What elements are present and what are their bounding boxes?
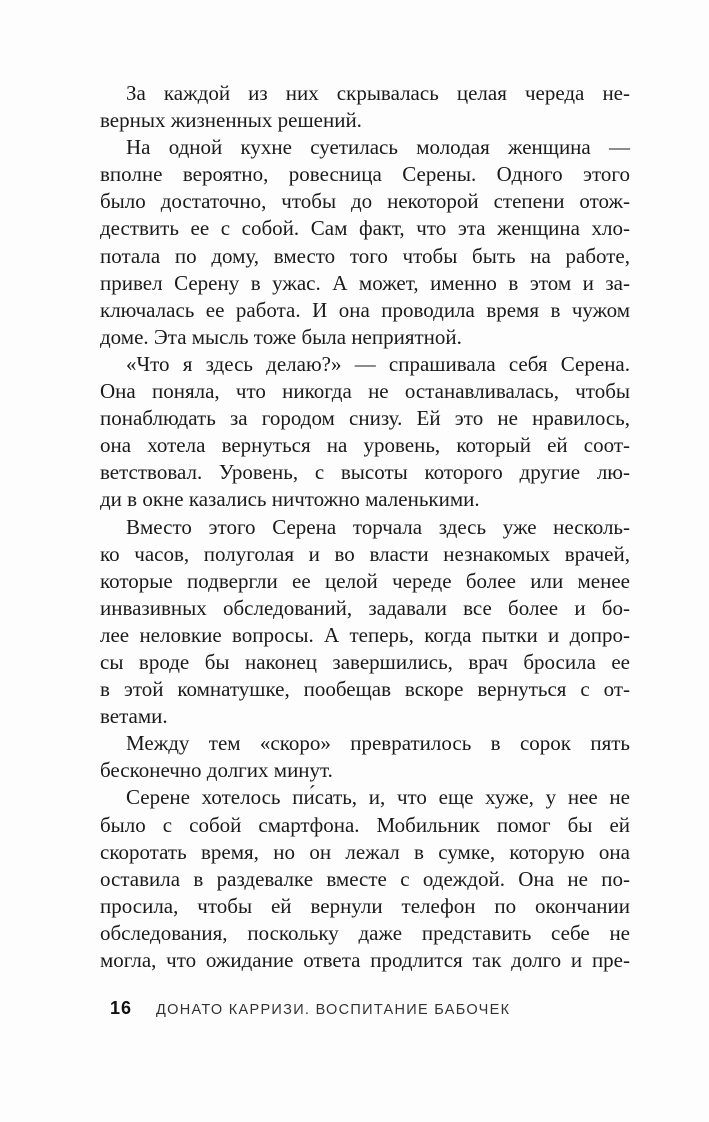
paragraph bbox=[100, 784, 630, 974]
text-line: ключалась ее работа. И она проводила время в чужом bbox=[100, 297, 630, 322]
text-line: Серене хотелось пи́сать, и, что еще хуже, у нее не bbox=[126, 785, 630, 810]
text-line: было с собой смартфона. Мобильник помог бы ей bbox=[100, 812, 630, 837]
paragraph bbox=[100, 351, 630, 514]
text-line: инвазивных обследований, задавали все более и бо- bbox=[100, 595, 630, 620]
paragraph bbox=[100, 80, 630, 134]
text-line: дествить ее с собой. Сам факт, что эта женщина хло- bbox=[100, 216, 630, 241]
paragraph bbox=[100, 514, 630, 731]
text-line: ко часов, полуголая и во власти незнакомых врачей, bbox=[100, 541, 630, 566]
text-line: Вместо этого Серена торчала здесь уже несколь- bbox=[126, 514, 630, 539]
text-line: Она поняла, что никогда не останавливалась, чтобы bbox=[100, 379, 630, 404]
text-line: просила, чтобы ей вернули телефон по окончании bbox=[100, 893, 630, 918]
paragraph bbox=[100, 730, 630, 784]
text-line: оставила в раздевалке вместе с одеждой. Она не по- bbox=[100, 866, 630, 891]
text-line: могла, что ожидание ответа продлится так долго и пре- bbox=[100, 948, 630, 972]
text-line: обследования, поскольку даже представить себе не bbox=[100, 920, 630, 945]
text-line: верных жизненных решений. bbox=[100, 108, 362, 133]
text-line: сы вроде бы наконец завершились, врач бросила ее bbox=[100, 649, 630, 674]
text-line: она хотела вернуться на уровень, который ей соот- bbox=[100, 433, 630, 458]
text-block bbox=[100, 80, 630, 974]
text-line: бесконечно долгих минут. bbox=[100, 758, 333, 783]
text-line: вполне вероятно, ровесница Серены. Одного этого bbox=[100, 162, 630, 187]
text-line: потала по дому, вместо того чтобы быть на работе, bbox=[100, 243, 630, 268]
text-line: За каждой из них скрывалась целая череда не- bbox=[126, 81, 630, 105]
text-line: в этой комнатушке, пообещав вскоре вернуться с от- bbox=[100, 677, 630, 702]
text-line: доме. Эта мысль тоже была неприятной. bbox=[100, 324, 462, 349]
text-line: скоротать время, но он лежал в сумке, которую она bbox=[100, 839, 630, 864]
text-line: понаблюдать за городом снизу. Ей это не нравилось, bbox=[100, 406, 630, 431]
text-line: привел Серену в ужас. А может, именно в этом и за- bbox=[100, 270, 630, 295]
text-line: лее неловкие вопросы. А теперь, когда пытки и допро- bbox=[100, 622, 630, 647]
text-line: ветами. bbox=[100, 704, 168, 729]
text-line: было достаточно, чтобы до некоторой степени отож- bbox=[100, 189, 630, 214]
paragraph bbox=[100, 134, 630, 351]
text-line: ветствовал. Уровень, с высоты которого другие лю- bbox=[100, 460, 630, 485]
running-title: ДОНАТО КАРРИЗИ. ВОСПИТАНИЕ БАБОЧЕК bbox=[156, 1002, 511, 1018]
text-line: Между тем «скоро» превратилось в сорок пять bbox=[126, 731, 630, 756]
page-number: 16 bbox=[110, 998, 133, 1018]
text-line: ди в окне казались ничтожно маленькими. bbox=[100, 487, 480, 512]
text-line: которые подвергли ее целой череде более или менее bbox=[100, 568, 630, 593]
text-line: «Что я здесь делаю?» — спрашивала себя Серена. bbox=[126, 351, 630, 376]
footer bbox=[110, 998, 510, 1019]
text-line: На одной кухне суетилась молодая женщина — bbox=[126, 135, 630, 160]
